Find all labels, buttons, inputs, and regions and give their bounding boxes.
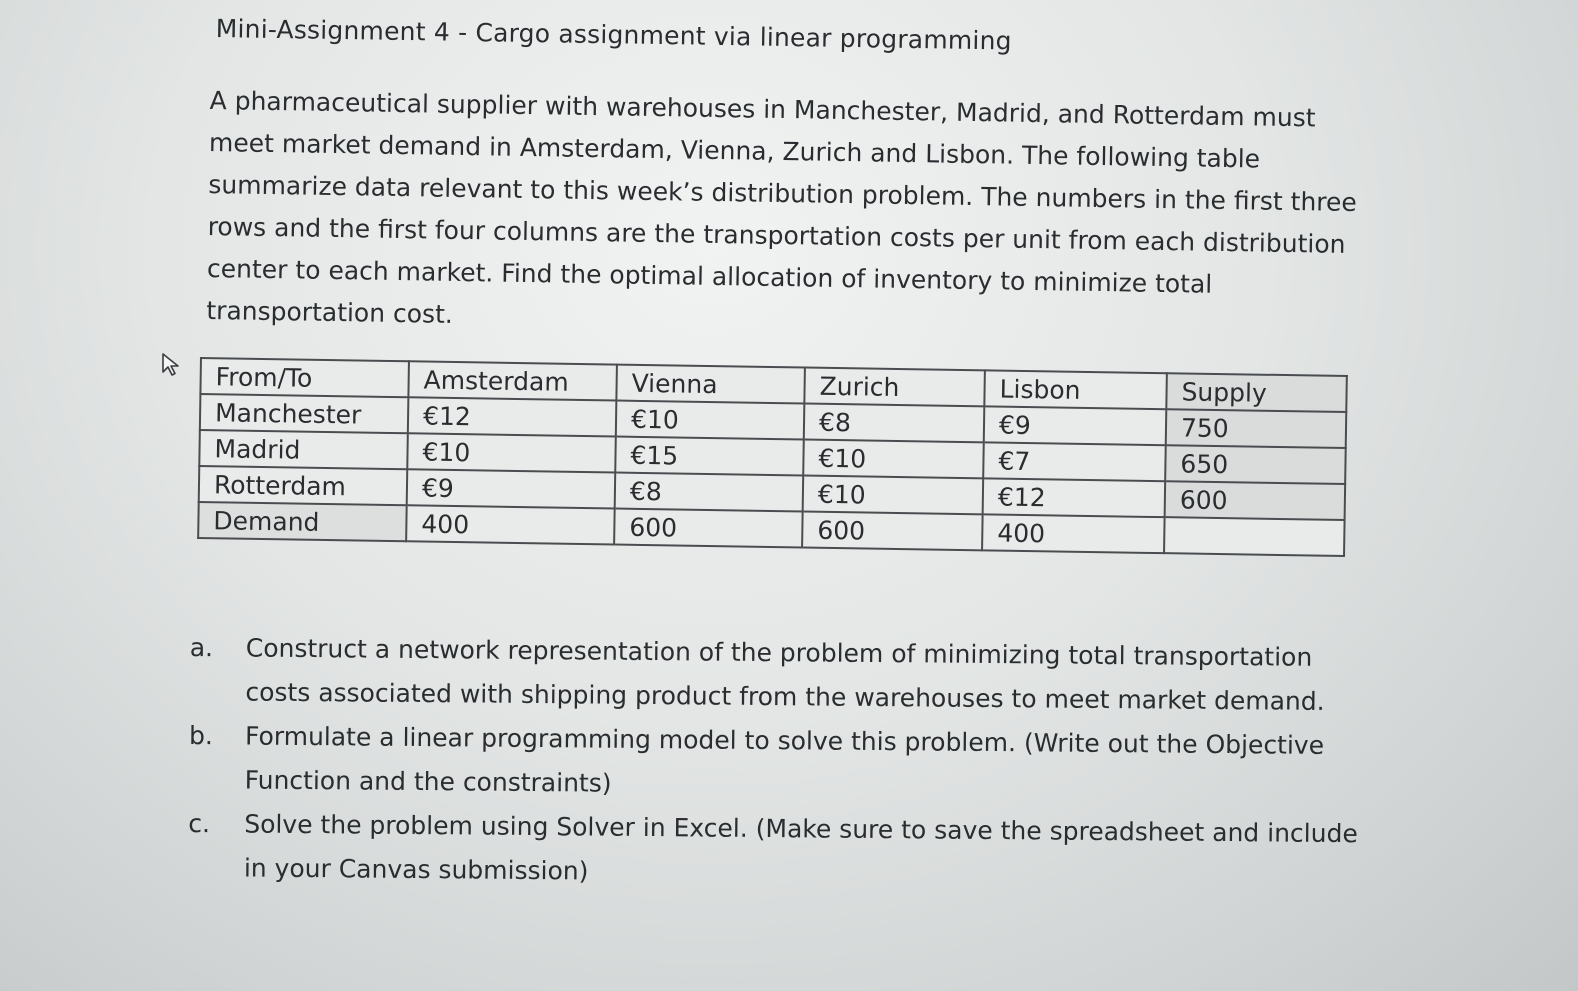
table-cell: €7 <box>983 442 1166 481</box>
question-marker: b. <box>188 720 213 751</box>
question-marker: a. <box>189 632 214 663</box>
question-item <box>188 802 1359 900</box>
table-cell: 650 <box>1165 445 1346 484</box>
question-list <box>188 626 1360 900</box>
question-text <box>244 714 1324 811</box>
intro-line: summarize data relevant to this week’s distribution problem. The numbers in the first three <box>208 169 1358 218</box>
table-cell: 400 <box>982 514 1165 553</box>
table-cell: €9 <box>984 406 1167 445</box>
question-line: Solve the problem using Solver in Excel. (Make sure to save the spreadsheet and include <box>244 809 1358 849</box>
table-cell: Rotterdam <box>199 466 408 505</box>
table-cell: €10 <box>616 401 805 440</box>
question-text <box>245 626 1325 723</box>
question-line: in your Canvas submission) <box>243 853 589 886</box>
question-line: Construct a network representation of the problem of minimizing total transportation <box>245 633 1313 672</box>
table-cell: €12 <box>983 478 1166 517</box>
table-cell: 600 <box>1165 481 1346 520</box>
question-text <box>244 802 1358 900</box>
table-cell: 600 <box>614 509 803 548</box>
table-cell: Demand <box>198 502 407 541</box>
table-cell: Madrid <box>199 430 408 469</box>
table-cell: €12 <box>408 397 617 436</box>
table-cell: 400 <box>406 505 615 544</box>
intro-paragraph <box>206 80 1358 350</box>
table-header-cell: Amsterdam <box>408 361 617 400</box>
table-cell: €10 <box>407 433 616 472</box>
intro-line: meet market demand in Amsterdam, Vienna, Zurich and Lisbon. The following table <box>208 127 1261 174</box>
question-line: costs associated with shipping product from the warehouses to meet market demand. <box>245 677 1325 716</box>
question-item <box>188 714 1359 812</box>
table-cell: €10 <box>803 475 984 514</box>
table-cell: €10 <box>803 439 984 478</box>
table-cell: €8 <box>804 403 985 442</box>
table-header-cell: Zurich <box>804 368 985 407</box>
table-cell: 750 <box>1166 409 1347 448</box>
intro-line: A pharmaceutical supplier with warehouses in Manchester, Madrid, and Rotterdam must <box>209 85 1316 133</box>
question-marker: c. <box>188 808 211 839</box>
table-header-cell: From/To <box>200 358 409 397</box>
table-header-cell: Lisbon <box>984 370 1167 409</box>
page-title: Mini-Assignment 4 - Cargo assignment via linear programming <box>215 14 1012 56</box>
question-item <box>189 626 1360 724</box>
table-cell: €15 <box>615 437 804 476</box>
table-cell <box>1164 517 1345 556</box>
intro-line: rows and the first four columns are the transportation costs per unit from each distribution <box>207 211 1346 259</box>
table-cell: €9 <box>407 469 616 508</box>
table-cell: Manchester <box>200 394 409 433</box>
question-line: Formulate a linear programming model to solve this problem. (Write out the Objective <box>244 721 1325 760</box>
table-cell: €8 <box>615 473 804 512</box>
intro-line: transportation cost. <box>206 295 454 329</box>
question-line: Function and the constraints) <box>244 765 612 798</box>
intro-line: center to each market. Find the optimal allocation of inventory to minimize total <box>206 253 1213 299</box>
table-header-cell: Supply <box>1166 373 1347 412</box>
mouse-pointer-icon <box>160 352 184 378</box>
cost-table <box>197 357 1348 557</box>
table-cell: 600 <box>802 511 983 550</box>
table-header-cell: Vienna <box>616 365 805 404</box>
